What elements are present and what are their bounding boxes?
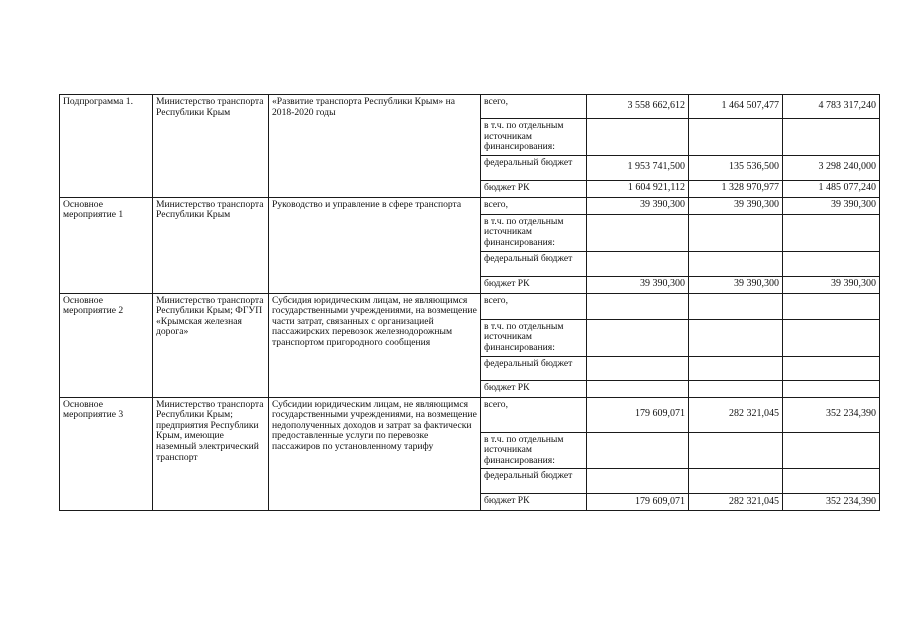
amount-cell-2020 [783,119,880,156]
funding-source-label: всего, [481,197,587,214]
amount-cell-2020 [783,469,880,494]
amount-cell-2020 [783,356,880,380]
amount-cell-2020: 39 390,300 [783,197,880,214]
amount-cell-2019 [689,469,783,494]
table-row [60,197,880,214]
funding-source-label: бюджет РК [481,380,587,397]
funding-source-label: федеральный бюджет [481,155,587,180]
amount-cell-2018 [587,119,689,156]
funding-source-label: в т.ч. по отдельным источникам финансирования: [481,319,587,356]
amount-cell-2019: 1 328 970,977 [689,180,783,197]
status-cell: Основное мероприятие 2 [60,293,153,397]
funding-source-label: бюджет РК [481,494,587,511]
amount-cell-2018: 179 609,071 [587,494,689,511]
amount-cell-2020: 3 298 240,000 [783,155,880,180]
status-cell: Подпрограмма 1. [60,95,153,198]
amount-cell-2020 [783,380,880,397]
responsible-cell: Министерство транспорта Республики Крым; предприятия Республики Крым, имеющие наземный электрический транспорт [153,397,269,511]
funding-source-label: бюджет РК [481,276,587,293]
amount-cell-2019 [689,251,783,276]
amount-cell-2018: 3 558 662,612 [587,95,689,119]
amount-cell-2018 [587,469,689,494]
amount-cell-2018: 1 953 741,500 [587,155,689,180]
funding-source-label: федеральный бюджет [481,469,587,494]
activity-name-cell: «Развитие транспорта Республики Крым» на 2018-2020 годы [269,95,481,198]
amount-cell-2019: 39 390,300 [689,197,783,214]
amount-cell-2019 [689,356,783,380]
responsible-cell: Министерство транспорта Республики Крым [153,95,269,198]
status-cell: Основное мероприятие 1 [60,197,153,293]
amount-cell-2020: 39 390,300 [783,276,880,293]
amount-cell-2019 [689,293,783,319]
funding-source-label: в т.ч. по отдельным источникам финансирования: [481,119,587,156]
amount-cell-2020 [783,293,880,319]
amount-cell-2020: 352 234,390 [783,494,880,511]
amount-cell-2019 [689,380,783,397]
amount-cell-2019: 282 321,045 [689,397,783,432]
amount-cell-2018 [587,319,689,356]
amount-cell-2019: 1 464 507,477 [689,95,783,119]
amount-cell-2018 [587,432,689,469]
amount-cell-2020: 1 485 077,240 [783,180,880,197]
amount-cell-2019: 135 536,500 [689,155,783,180]
table-row [60,293,880,319]
funding-table [59,94,880,511]
amount-cell-2020 [783,214,880,251]
activity-name-cell: Субсидия юридическим лицам, не являющимся государственными учреждениями, на возмещение части затрат, связанных с организацией пассажирских перевозок железнодорожным транспортом пригородного сообщения [269,293,481,397]
funding-source-label: в т.ч. по отдельным источникам финансирования: [481,214,587,251]
amount-cell-2020 [783,432,880,469]
table-row [60,95,880,119]
funding-source-label: всего, [481,397,587,432]
table-row [60,397,880,432]
amount-cell-2019 [689,319,783,356]
amount-cell-2019: 282 321,045 [689,494,783,511]
status-cell: Основное мероприятие 3 [60,397,153,511]
funding-table-body [60,95,880,511]
amount-cell-2018: 39 390,300 [587,197,689,214]
amount-cell-2018: 39 390,300 [587,276,689,293]
activity-name-cell: Руководство и управление в сфере транспорта [269,197,481,293]
amount-cell-2019 [689,432,783,469]
funding-source-label: бюджет РК [481,180,587,197]
amount-cell-2020: 4 783 317,240 [783,95,880,119]
amount-cell-2020 [783,251,880,276]
amount-cell-2018 [587,293,689,319]
amount-cell-2020: 352 234,390 [783,397,880,432]
amount-cell-2018: 1 604 921,112 [587,180,689,197]
funding-source-label: федеральный бюджет [481,251,587,276]
amount-cell-2018 [587,356,689,380]
amount-cell-2020 [783,319,880,356]
amount-cell-2018: 179 609,071 [587,397,689,432]
amount-cell-2018 [587,380,689,397]
responsible-cell: Министерство транспорта Республики Крым; ФГУП «Крымская железная дорога» [153,293,269,397]
funding-source-label: в т.ч. по отдельным источникам финансирования: [481,432,587,469]
amount-cell-2019 [689,214,783,251]
funding-source-label: федеральный бюджет [481,356,587,380]
funding-source-label: всего, [481,293,587,319]
funding-source-label: всего, [481,95,587,119]
responsible-cell: Министерство транспорта Республики Крым [153,197,269,293]
amount-cell-2019 [689,119,783,156]
amount-cell-2018 [587,214,689,251]
amount-cell-2019: 39 390,300 [689,276,783,293]
amount-cell-2018 [587,251,689,276]
activity-name-cell: Субсидии юридическим лицам, не являющимся государственными учреждениями, на возмещение недополученных доходов и затрат за фактически предоставленные услуги по перевозке пассажиров по установленному тарифу [269,397,481,511]
